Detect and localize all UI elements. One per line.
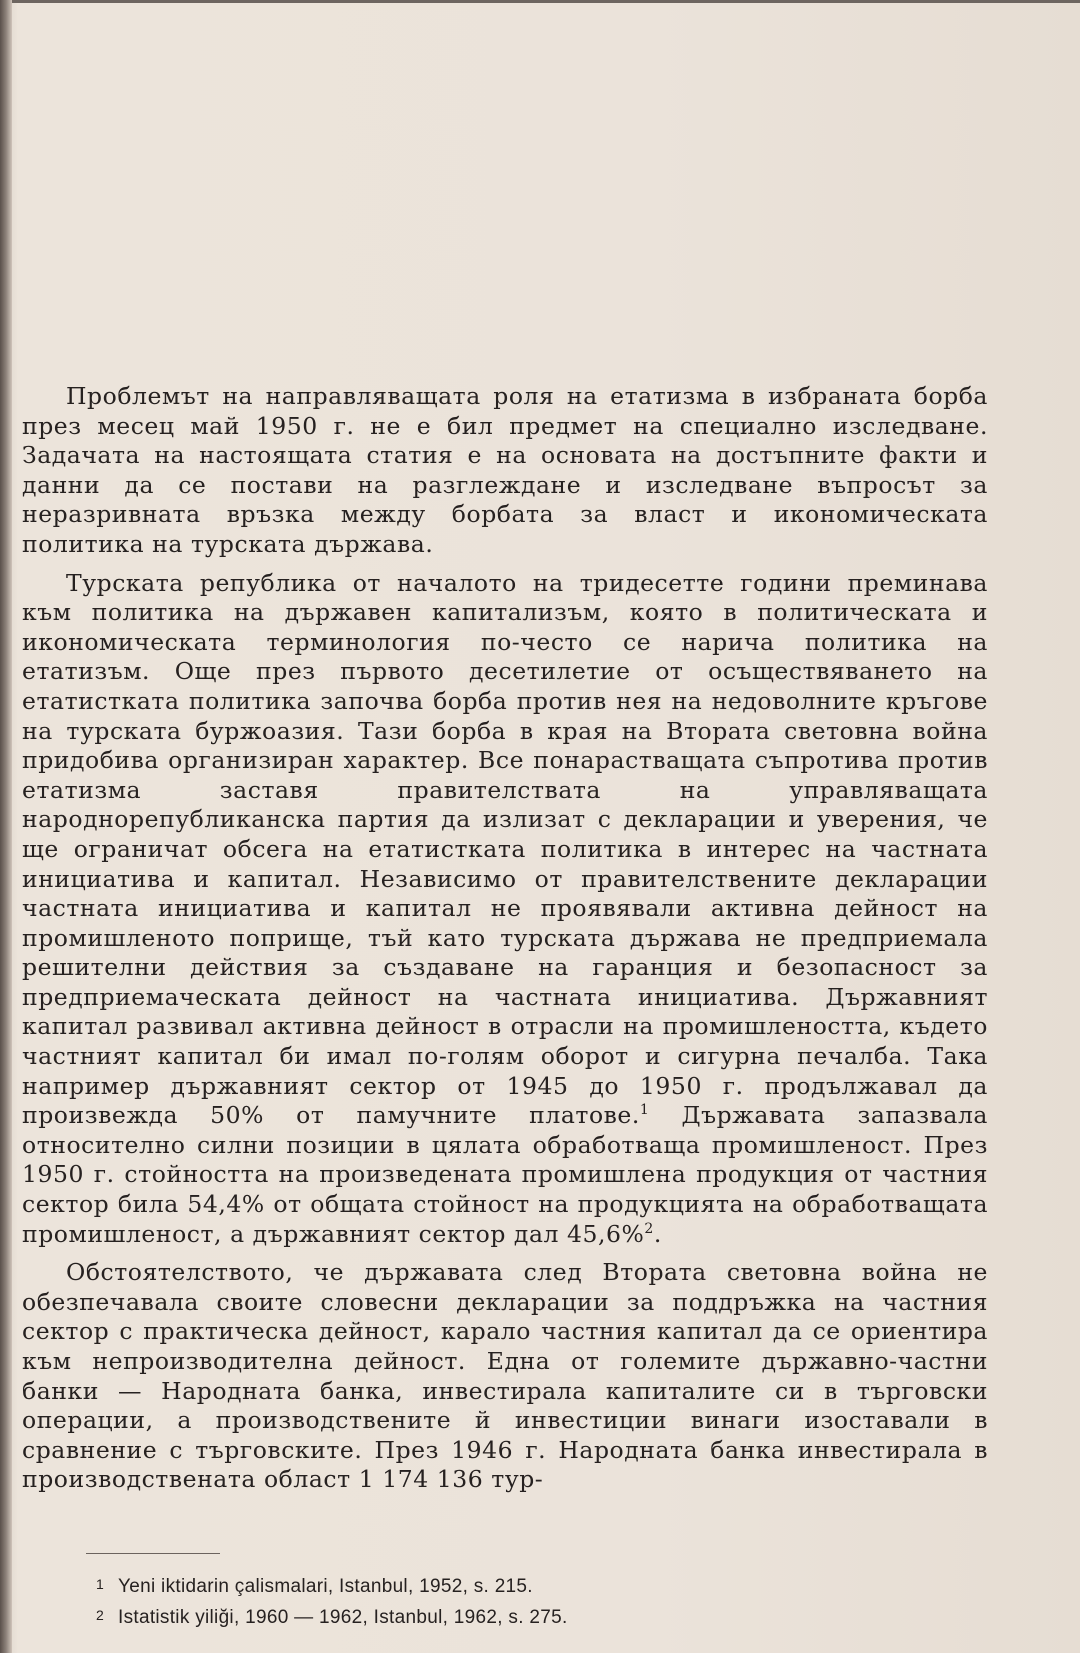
- paragraph-3: [22, 1258, 988, 1495]
- footnote-text: Yeni iktidarin çalismalari, Istanbul, 1952, s. 215.: [118, 1576, 533, 1597]
- paragraph-text: Обстоятелството, че държавата след Втората световна война не обезпечавала своите словесни декларации за поддръжка на частния сектор с практическа дейност, карало частния капитал да се ориентира към непроизводителна дейност. Една от големите държавно-частни банки — Народната банка, инвестирала капиталите си в търговски операции, а производствените й инвестиции винаги изоставали в сравнение с търговските. През 1946 г. Народната банка инвестирала в производствената област 1 174 136 тур-: [22, 1258, 988, 1494]
- paragraph-1: [22, 382, 988, 560]
- footnote-mark: 1: [96, 1576, 105, 1592]
- paragraph-2: [22, 569, 988, 1250]
- footnote-ref-1[interactable]: 1: [639, 1102, 650, 1119]
- paragraph-text: .: [653, 1219, 662, 1248]
- footnote-1: [96, 1570, 796, 1601]
- paragraph-text: Турската република от началото на тридесетте години преминава към политика на държавен капитализъм, която в политическата и икономическата терминология по-често се нарича политика на етатизъм. Още през първото десетилетие от осъществяването на етатистката политика започва борба против нея на недоволните кръгове на турската буржоазия. Тази борба в края на Втората световна война придобива организиран характер. Все понарастващата съпротива против етатизма заставя правителствата на управляващата народнорепубликанска партия да излизат с декларации и уверения, че ще ограничат обсега на етатистката политика в интерес на частната инициатива и капитал. Независимо от правителствените декларации частната инициатива и капитал не проявявали активна дейност на промишленото поприще, тъй като турската държава не предприемала решителни действия за създаване на гаранция и безопасност за предприемаческата дейност на частната инициатива. Държавният капитал развивал активна дейност в отрасли на промишлеността, където частният капитал би имал по-голям оборот и сигурна печалба. Така например държавният сектор от 1945 до 1950 г. продължавал да произвежда 50% от памучните платове.: [22, 568, 988, 1130]
- footnote-mark: 2: [96, 1607, 105, 1623]
- page-top-edge: [0, 0, 1080, 3]
- article-body: [22, 382, 988, 1504]
- footnote-text: Istatistik yiliği, 1960 — 1962, Istanbul, 1962, s. 275.: [118, 1607, 568, 1628]
- page-binding-edge: [0, 0, 12, 1653]
- footnotes: [96, 1570, 796, 1632]
- paragraph-text: Проблемът на направляващата роля на етатизма в избраната борба през месец май 1950 г. не е бил предмет на специално изследване. Задачата на настоящата статия е на основата на достъпните факти и данни да се постави на разглеждане и изследване въпросът за неразривната връзка между борбата за власт и икономическата политика на турската държава.: [22, 382, 988, 558]
- paragraph-text: Държавата запазвала относително силни позиции в цялата обработваща промишленост. През 1950 г. стойността на произведената промишлена продукция от частния сектор била 54,4% от общата стойност на продукцията на обработващата промишленост, а държавният сектор дал 45,6%: [22, 1101, 988, 1248]
- footnote-ref-2[interactable]: 2: [644, 1220, 654, 1237]
- footnote-2: [96, 1601, 796, 1632]
- footnote-separator: [86, 1553, 220, 1554]
